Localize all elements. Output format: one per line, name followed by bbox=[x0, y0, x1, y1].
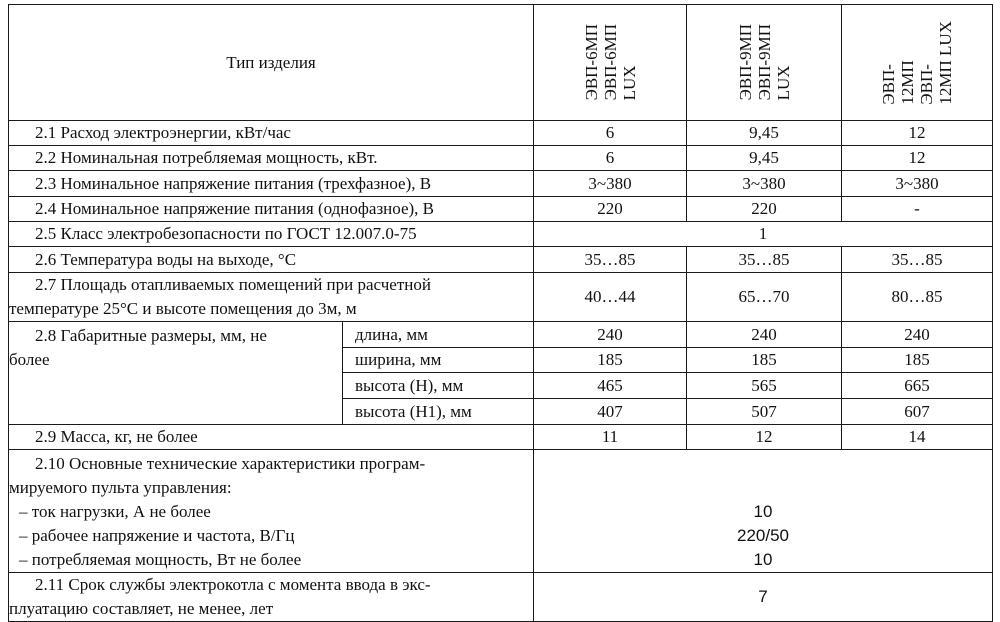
value-cell: 407 bbox=[534, 399, 687, 425]
value-cell: 35…85 bbox=[687, 247, 842, 273]
model-header-6mp: ЭВП-6МП ЭВП-6МП LUX bbox=[534, 5, 687, 121]
table-row bbox=[9, 322, 993, 348]
value-cell: 12 bbox=[687, 425, 842, 450]
value-cell-merged: 7 bbox=[534, 573, 993, 622]
value-cell: 3~380 bbox=[842, 171, 993, 197]
model-header-9mp: ЭВП-9МП ЭВП-9МП LUX bbox=[687, 5, 842, 121]
table-row bbox=[9, 425, 993, 450]
value-cell: 80…85 bbox=[842, 273, 993, 322]
value-cell: 3~380 bbox=[534, 171, 687, 197]
value-cell: 220 bbox=[534, 197, 687, 222]
subrow-label: ширина, мм bbox=[343, 348, 534, 373]
value-cell: 35…85 bbox=[534, 247, 687, 273]
value-cell: 3~380 bbox=[687, 171, 842, 197]
product-type-header: Тип изделия bbox=[9, 5, 534, 121]
table-row bbox=[9, 197, 993, 222]
row-label: 2.6 Температура воды на выходе, °С bbox=[9, 247, 534, 273]
value-cell: 14 bbox=[842, 425, 993, 450]
subrow-label: высота (Н1), мм bbox=[343, 399, 534, 425]
value-cell: 35…85 bbox=[842, 247, 993, 273]
value-cell: 185 bbox=[534, 348, 687, 373]
row-label: 2.9 Масса, кг, не более bbox=[9, 425, 534, 450]
value-cell: 185 bbox=[842, 348, 993, 373]
value-cell: 220 bbox=[687, 197, 842, 222]
row-label: 2.1 Расход электроэнергии, кВт/час bbox=[9, 121, 534, 146]
row-label: 2.4 Номинальное напряжение питания (однофазное), В bbox=[9, 197, 534, 222]
table-row bbox=[9, 171, 993, 197]
row-label: 2.7 Площадь отапливаемых помещений при расчетной температуре 25°С и высоте помещения до 3м, м bbox=[9, 273, 534, 322]
value-cell: 465 bbox=[534, 373, 687, 399]
value-cell: 185 bbox=[687, 348, 842, 373]
value-cell: 11 bbox=[534, 425, 687, 450]
value-cell: 665 bbox=[842, 373, 993, 399]
value-cell: 6 bbox=[534, 146, 687, 171]
row-label: 2.11 Срок службы электрокотла с момента ввода в экс- плуатацию составляет, не менее, лет bbox=[9, 573, 534, 622]
row-label: 2.10 Основные технические характеристики програм- мируемого пульта управления: – ток нагрузки, А не более – рабочее напряжение и частота, В/Гц – потребляемая мощность, Вт не более bbox=[9, 450, 534, 573]
value-cell-merged: 1 bbox=[534, 222, 993, 247]
table-row bbox=[9, 573, 993, 622]
value-cell: 6 bbox=[534, 121, 687, 146]
spec-table bbox=[8, 4, 993, 622]
table-row bbox=[9, 247, 993, 273]
value-cell: 507 bbox=[687, 399, 842, 425]
row-label: 2.5 Класс электробезопасности по ГОСТ 12.007.0-75 bbox=[9, 222, 534, 247]
header-row bbox=[9, 5, 993, 121]
value-cell: 9,45 bbox=[687, 121, 842, 146]
value-cell: 240 bbox=[687, 322, 842, 348]
value-cell: 240 bbox=[534, 322, 687, 348]
value-cell-merged: 10 220/50 10 bbox=[534, 450, 993, 573]
value-cell: 40…44 bbox=[534, 273, 687, 322]
subrow-label: длина, мм bbox=[343, 322, 534, 348]
value-cell: - bbox=[842, 197, 993, 222]
row-label: 2.8 Габаритные размеры, мм, не более bbox=[9, 322, 343, 425]
table-row bbox=[9, 222, 993, 247]
table-row bbox=[9, 450, 993, 573]
table-row bbox=[9, 146, 993, 171]
row-label: 2.3 Номинальное напряжение питания (трехфазное), В bbox=[9, 171, 534, 197]
table-row bbox=[9, 273, 993, 322]
value-cell: 565 bbox=[687, 373, 842, 399]
value-cell: 607 bbox=[842, 399, 993, 425]
value-cell: 12 bbox=[842, 121, 993, 146]
row-label: 2.2 Номинальная потребляемая мощность, кВт. bbox=[9, 146, 534, 171]
subrow-label: высота (Н), мм bbox=[343, 373, 534, 399]
table-row bbox=[9, 121, 993, 146]
value-cell: 65…70 bbox=[687, 273, 842, 322]
value-cell: 12 bbox=[842, 146, 993, 171]
value-cell: 9,45 bbox=[687, 146, 842, 171]
model-header-12mp: ЭВП- 12МП ЭВП- 12МП LUX bbox=[842, 5, 993, 121]
value-cell: 240 bbox=[842, 322, 993, 348]
